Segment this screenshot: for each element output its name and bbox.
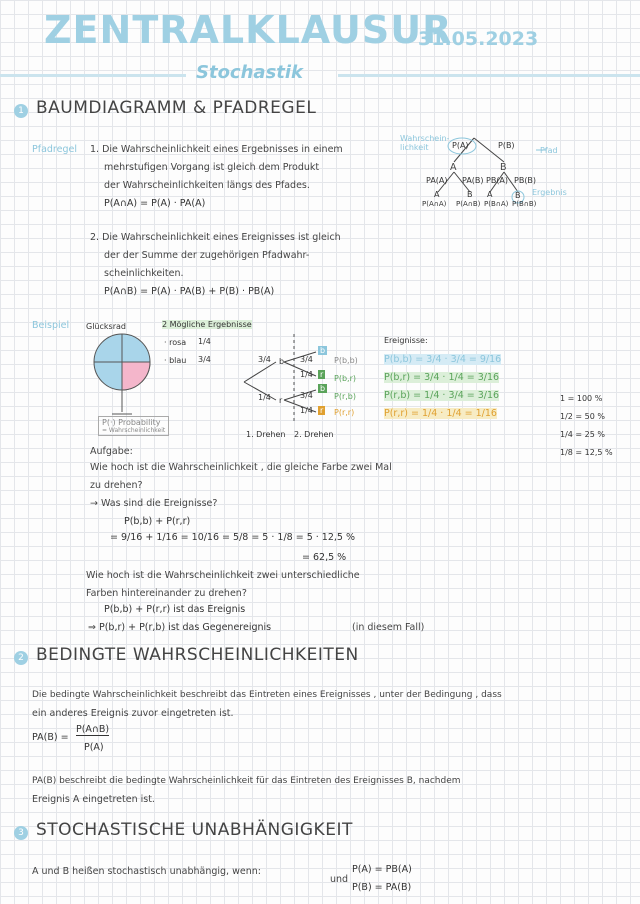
probability-note-1: P(·) Probability [102, 418, 161, 427]
ex-label-rb: P(r,b) [334, 392, 356, 401]
s3-formula-1: P(A) = PB(A) [352, 864, 412, 875]
probability-note [98, 416, 169, 436]
tree-pfad-label: Pfad [540, 146, 558, 155]
page-date: 31.05.2023 [418, 28, 539, 50]
probability-note-2: = Wahrscheinlichkeit [102, 427, 166, 434]
tree-result-2: P(A∩B) [456, 200, 481, 208]
s2-formula-numerator: P(A∩B) [76, 724, 110, 735]
tree-pa-b: PA(B) [462, 176, 484, 185]
gluecksrad-wheel [84, 332, 164, 422]
s3-formula-2: P(B) = PA(B) [352, 882, 412, 893]
section-2-title: BEDINGTE WAHRSCHEINLICHKEITEN [36, 645, 359, 665]
tree-pa-a: PA(A) [426, 176, 448, 185]
rule-1-line-3: der Wahrscheinlichkeiten längs des Pfades. [104, 180, 310, 191]
s2-line-2: ein anderes Ereignis zuvor eingetreten ist. [32, 708, 234, 719]
ex-leaf-rb: b [320, 384, 326, 393]
subtitle-line-right [338, 74, 640, 77]
tree-pb-a: PB(A) [486, 176, 509, 185]
ex-leaf-rr: r [320, 406, 324, 415]
sum-result: = 62,5 % [302, 552, 347, 563]
event-1-calc: P(b,b) = 3/4 · 3/4 = 9/16 [384, 354, 502, 365]
question-2-line-2: Farben hintereinander zu drehen? [86, 588, 247, 599]
tree-ws-label: Wahrschein- [400, 134, 450, 143]
ereignisse-label: Ereignisse: [384, 336, 428, 345]
tree-pa: P(A) [452, 141, 469, 150]
question-2-formula-1: P(b,b) + P(r,r) ist das Ereignis [104, 604, 246, 615]
tree-ergebnis-label: Ergebnis [532, 188, 567, 197]
blau-label: · blau [164, 356, 187, 365]
tree-result-4: P(B∩B) [512, 200, 537, 208]
tree-ws-label-2: lichkeit [400, 143, 429, 152]
tree-node-a: A [450, 162, 457, 173]
page-subtitle: Stochastik [196, 62, 304, 83]
event-4 [384, 408, 497, 419]
event-1 [384, 354, 501, 365]
sum-top: P(b,b) + P(r,r) [124, 516, 191, 527]
event-2-calc: P(b,r) = 3/4 · 1/4 = 3/16 [384, 372, 500, 383]
ex-frac-2: 1/4 [258, 393, 271, 402]
rule-2-line-1: 2. Die Wahrscheinlichkeit eines Ereignisses ist gleich [90, 232, 341, 243]
percent-4: 1/8 = 12,5 % [560, 448, 613, 457]
drehen-1-label: 1. Drehen [246, 430, 286, 439]
ex-node-b: b [279, 357, 285, 366]
gluecksrad-label: Glücksrad [86, 322, 126, 331]
tree-leaf-a2: A [487, 190, 493, 199]
s2-line-3: PA(B) beschreibt die bedingte Wahrscheinlichkeit für das Eintreten des Ereignisses B, nachdem [32, 776, 461, 786]
ex-node-r: r [279, 396, 283, 405]
section-3-title: STOCHASTISCHE UNABHÄNGIGKEIT [36, 820, 353, 840]
tree-node-b: B [500, 162, 507, 173]
ex-frac-5: 3/4 [300, 391, 313, 400]
rosa-frac: 1/4 [198, 337, 211, 346]
subtitle-line-left [0, 74, 186, 77]
rule-1-line-2: mehrstufigen Vorgang ist gleich dem Produkt [104, 162, 320, 173]
percent-1: 1 = 100 % [560, 394, 603, 403]
tree-result-1: P(A∩A) [422, 200, 447, 208]
rule-2-line-3: scheinlichkeiten. [104, 268, 184, 279]
ex-frac-3: 3/4 [300, 355, 313, 364]
question-2-line-1: Wie hoch ist die Wahrscheinlichkeit zwei unterschiedliche [86, 570, 360, 581]
aufgabe-label: Aufgabe: [90, 446, 133, 457]
sum-calc: = 9/16 + 1/16 = 10/16 = 5/8 = 5 · 1/8 = 5 · 12,5 % [110, 532, 356, 543]
question-2-note: (in diesem Fall) [352, 622, 425, 633]
moegliche-text: 2 Mögliche Ergebnisse [162, 320, 252, 329]
drehen-2-label: 2. Drehen [294, 430, 334, 439]
ex-label-rr: P(r,r) [334, 408, 355, 417]
question-1-line-3: → Was sind die Ereignisse? [90, 498, 218, 509]
ex-frac-4: 1/4 [300, 370, 313, 379]
event-2 [384, 372, 499, 383]
s2-line-1: Die bedingte Wahrscheinlichkeit beschreibt das Eintreten eines Ereignisses , unter der Bedingung , dass [32, 690, 502, 700]
beispiel-label: Beispiel [32, 320, 70, 331]
ex-label-br: P(b,r) [334, 374, 356, 383]
tree-result-3: P(B∩A) [484, 200, 509, 208]
ex-frac-1: 3/4 [258, 355, 271, 364]
s2-line-4: Ereignis A eingetreten ist. [32, 794, 155, 805]
pfadregel-label: Pfadregel [32, 144, 77, 155]
moegliche-label [162, 320, 252, 329]
s2-formula-left: PA(B) = [32, 732, 69, 743]
tree-pb-b: PB(B) [514, 176, 537, 185]
percent-2: 1/2 = 50 % [560, 412, 605, 421]
ex-leaf-br: r [320, 370, 324, 379]
rule-2-formula: P(A∩B) = P(A) · PA(B) + P(B) · PB(A) [104, 286, 275, 297]
event-3-calc: P(r,b) = 1/4 · 3/4 = 3/16 [384, 390, 500, 401]
s3-line-1: A und B heißen stochastisch unabhängig, wenn: [32, 866, 261, 877]
tree-pb: P(B) [498, 141, 515, 150]
section-3-number: 3 [14, 826, 28, 840]
section-1-title: BAUMDIAGRAMM & PFADREGEL [36, 98, 317, 118]
percent-3: 1/4 = 25 % [560, 430, 605, 439]
event-3 [384, 390, 499, 401]
rule-1-formula: P(A∩A) = P(A) · PA(A) [104, 198, 206, 209]
section-1-number: 1 [14, 104, 28, 118]
rule-1-line-1: 1. Die Wahrscheinlichkeit eines Ergebnisses in einem [90, 144, 343, 155]
question-1-line-2: zu drehen? [90, 480, 143, 491]
section-2-number: 2 [14, 651, 28, 665]
tree-leaf-b1: B [467, 190, 473, 199]
rosa-label: · rosa [164, 338, 187, 347]
blau-frac: 3/4 [198, 355, 211, 364]
ex-leaf-bb: b [320, 346, 326, 355]
s3-und: und [330, 874, 349, 885]
question-1-line-1: Wie hoch ist die Wahrscheinlichkeit , die gleiche Farbe zwei Mal [90, 462, 392, 473]
s2-formula-denominator: P(A) [84, 742, 104, 753]
tree-leaf-b2: B [515, 191, 521, 200]
rule-2-line-2: der der Summe der zugehörigen Pfadwahr- [104, 250, 310, 261]
ex-frac-6: 1/4 [300, 406, 313, 415]
tree-diagram-example [238, 334, 348, 424]
page-title: ZENTRALKLAUSUR [44, 8, 453, 52]
question-2-formula-2: ⇒ P(b,r) + P(r,b) ist das Gegenereignis [88, 622, 272, 633]
tree-leaf-a1: A [434, 190, 440, 199]
ex-label-bb: P(b,b) [334, 356, 358, 365]
event-4-calc: P(r,r) = 1/4 · 1/4 = 1/16 [384, 408, 497, 419]
